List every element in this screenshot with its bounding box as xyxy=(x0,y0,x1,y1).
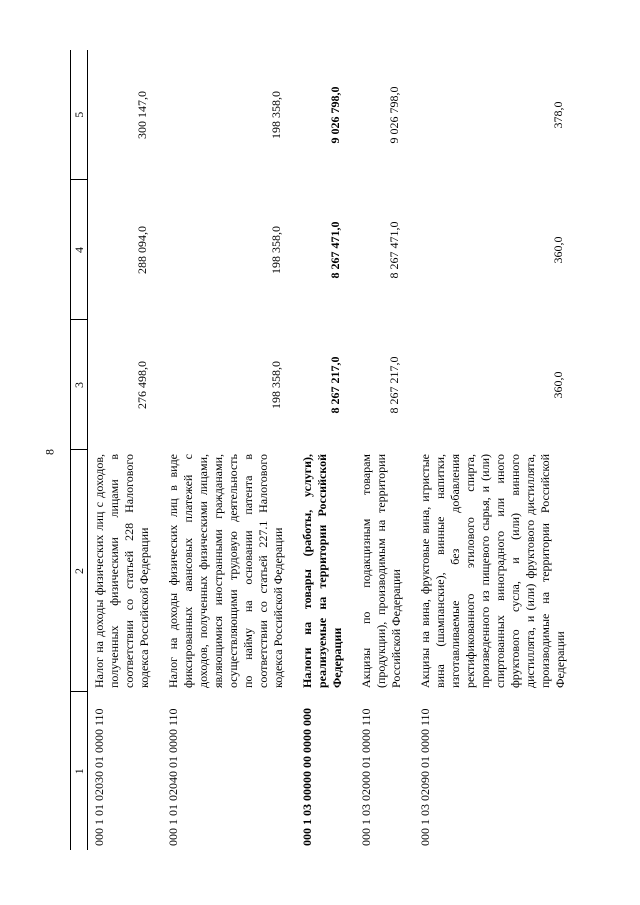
table-row xyxy=(355,50,414,850)
value-col5: 198 358,0 xyxy=(269,91,283,139)
value-col4: 360,0 xyxy=(551,236,565,264)
budget-item-name: Акцизы по подакцизным товарам (продукции), производимым на территории Российской Федерации xyxy=(359,454,403,688)
header-row xyxy=(71,50,88,850)
value-col3: 276 498,0 xyxy=(135,361,149,409)
budget-item-name: Налоги на товары (работы, услуги), реализуемые на территории Российской Федерации xyxy=(300,454,344,688)
value-col4: 198 358,0 xyxy=(269,226,283,274)
value-col3: 360,0 xyxy=(551,371,565,399)
budget-item-name: Акцизы на вина, фруктовые вина, игристые вина (шампанские), винные напитки, изготавливаемые без добавления ректификованного этилового спирта, произведенного из пищевого сырья, и (или) спиртованных виноградного или иного фруктового сусла, и (или) винного дистиллята, и (или) фруктового дистиллята, производимые на территории Российской Федерации xyxy=(418,454,567,688)
column-header-2: 2 xyxy=(71,450,88,692)
column-header-1: 1 xyxy=(71,692,88,850)
table-row xyxy=(162,50,296,850)
budget-code: 000 1 03 00000 00 0000 000 xyxy=(300,708,314,846)
value-col3: 198 358,0 xyxy=(269,361,283,409)
value-col5: 9 026 798,0 xyxy=(387,86,401,144)
value-col4: 8 267 471,0 xyxy=(328,221,342,279)
budget-code: 000 1 03 02090 01 0000 110 xyxy=(418,708,432,846)
page-number: 8 xyxy=(42,449,57,455)
budget-item-name: Налог на доходы физических лиц с доходов, полученных физическими лицами в соответствии со статьей 228 Налогового кодекса Российской Федерации xyxy=(92,454,151,688)
value-col3: 8 267 217,0 xyxy=(387,356,401,414)
column-header-4: 4 xyxy=(71,180,88,320)
value-col4: 8 267 471,0 xyxy=(387,221,401,279)
value-col3: 8 267 217,0 xyxy=(328,356,342,414)
budget-table xyxy=(70,50,578,850)
rotated-page xyxy=(70,50,600,850)
value-col4: 288 094,0 xyxy=(135,226,149,274)
table-row xyxy=(88,50,163,850)
value-col5: 300 147,0 xyxy=(135,91,149,139)
value-col5: 378,0 xyxy=(551,101,565,129)
column-header-5: 5 xyxy=(71,50,88,180)
value-col5: 9 026 798,0 xyxy=(328,86,342,144)
budget-item-name: Налог на доходы физических лиц в виде фиксированных авансовых платежей с доходов, полученных физическими лицами, являющимися иностранными гражданами, осуществляющими трудовую деятельность по найму на основании патента в соответствии со статьей 227.1 Налогового кодекса Российской Федерации xyxy=(166,454,285,688)
budget-code: 000 1 01 02040 01 0000 110 xyxy=(166,708,180,846)
budget-code: 000 1 03 02000 01 0000 110 xyxy=(359,708,373,846)
budget-code: 000 1 01 02030 01 0000 110 xyxy=(92,708,106,846)
table-row xyxy=(414,50,578,850)
column-header-3: 3 xyxy=(71,320,88,450)
table-row xyxy=(296,50,355,850)
